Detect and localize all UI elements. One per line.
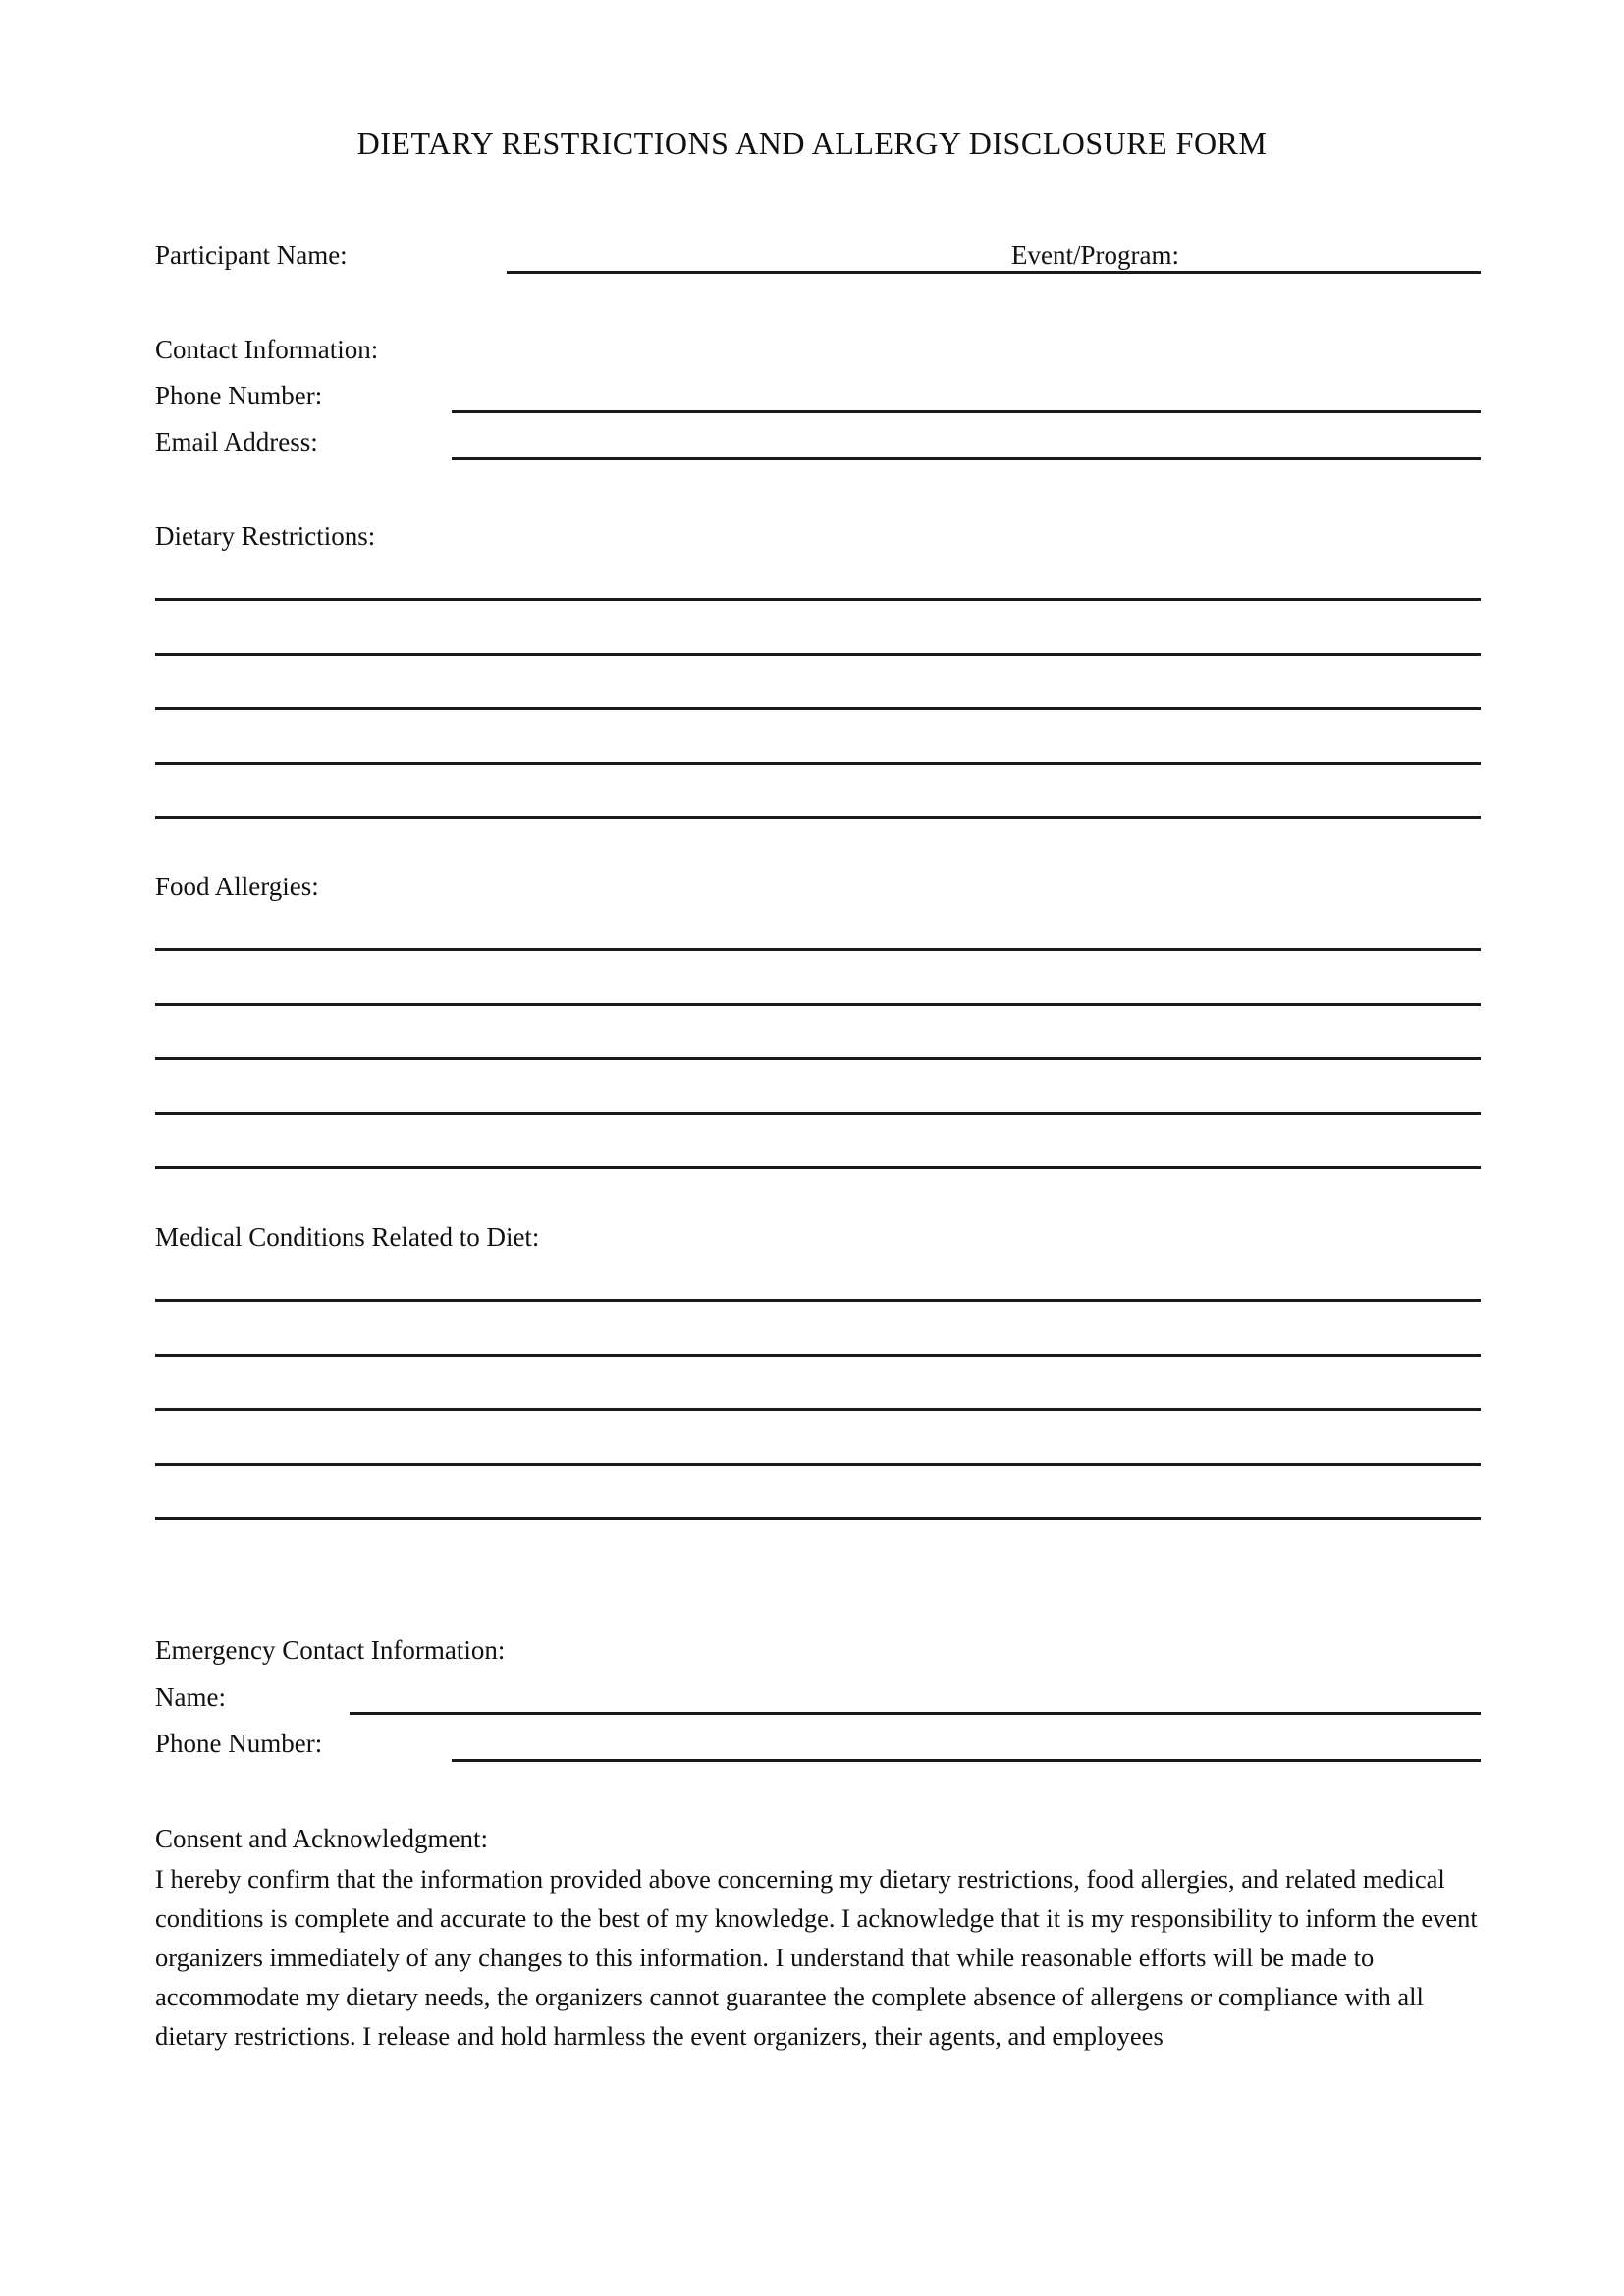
emergency-name-field[interactable] <box>350 1712 1481 1715</box>
food-allergies-line-3[interactable] <box>155 1057 1481 1060</box>
event-program-label: Event/Program: <box>1011 240 1179 270</box>
food-allergies-line-4[interactable] <box>155 1112 1481 1115</box>
medical-conditions-line-4[interactable] <box>155 1463 1481 1466</box>
food-allergies-line-2[interactable] <box>155 1003 1481 1006</box>
medical-conditions-heading: Medical Conditions Related to Diet: <box>155 1222 540 1252</box>
email-address-label: Email Address: <box>155 427 318 456</box>
dietary-restrictions-heading: Dietary Restrictions: <box>155 521 376 551</box>
email-address-field[interactable] <box>452 457 1481 460</box>
participant-name-label: Participant Name: <box>155 240 348 270</box>
phone-number-field[interactable] <box>452 410 1481 413</box>
dietary-restrictions-line-3[interactable] <box>155 707 1481 710</box>
medical-conditions-line-5[interactable] <box>155 1517 1481 1520</box>
food-allergies-line-1[interactable] <box>155 948 1481 951</box>
emergency-phone-label: Phone Number: <box>155 1729 323 1758</box>
food-allergies-line-5[interactable] <box>155 1166 1481 1169</box>
phone-number-label: Phone Number: <box>155 381 323 410</box>
form-title: DIETARY RESTRICTIONS AND ALLERGY DISCLOSURE FORM <box>356 126 1268 161</box>
dietary-restrictions-line-4[interactable] <box>155 762 1481 765</box>
food-allergies-heading: Food Allergies: <box>155 872 319 901</box>
dietary-restrictions-line-1[interactable] <box>155 598 1481 601</box>
medical-conditions-line-2[interactable] <box>155 1354 1481 1357</box>
medical-conditions-line-1[interactable] <box>155 1299 1481 1302</box>
dietary-restrictions-line-2[interactable] <box>155 653 1481 656</box>
contact-info-heading: Contact Information: <box>155 335 379 364</box>
medical-conditions-line-3[interactable] <box>155 1408 1481 1411</box>
consent-text: I hereby confirm that the information provided above concerning my dietary restrictions, food allergies, and related medical conditions is complete and accurate to the best of my knowledge. I acknowledge that it is my responsibility to inform the event organizers immediately of any changes to this information. I understand that while reasonable efforts will be made to accommodate my dietary needs, the organizers cannot guarantee the complete absence of allergens or compliance with all dietary restrictions. I release and hold harmless the event organizers, their agents, and employees <box>155 1864 1478 2051</box>
consent-heading: Consent and Acknowledgment: <box>155 1824 488 1853</box>
participant-name-field[interactable] <box>507 271 1481 274</box>
emergency-contact-heading: Emergency Contact Information: <box>155 1635 506 1665</box>
emergency-name-label: Name: <box>155 1682 226 1712</box>
emergency-phone-field[interactable] <box>452 1759 1481 1762</box>
dietary-restrictions-line-5[interactable] <box>155 816 1481 819</box>
